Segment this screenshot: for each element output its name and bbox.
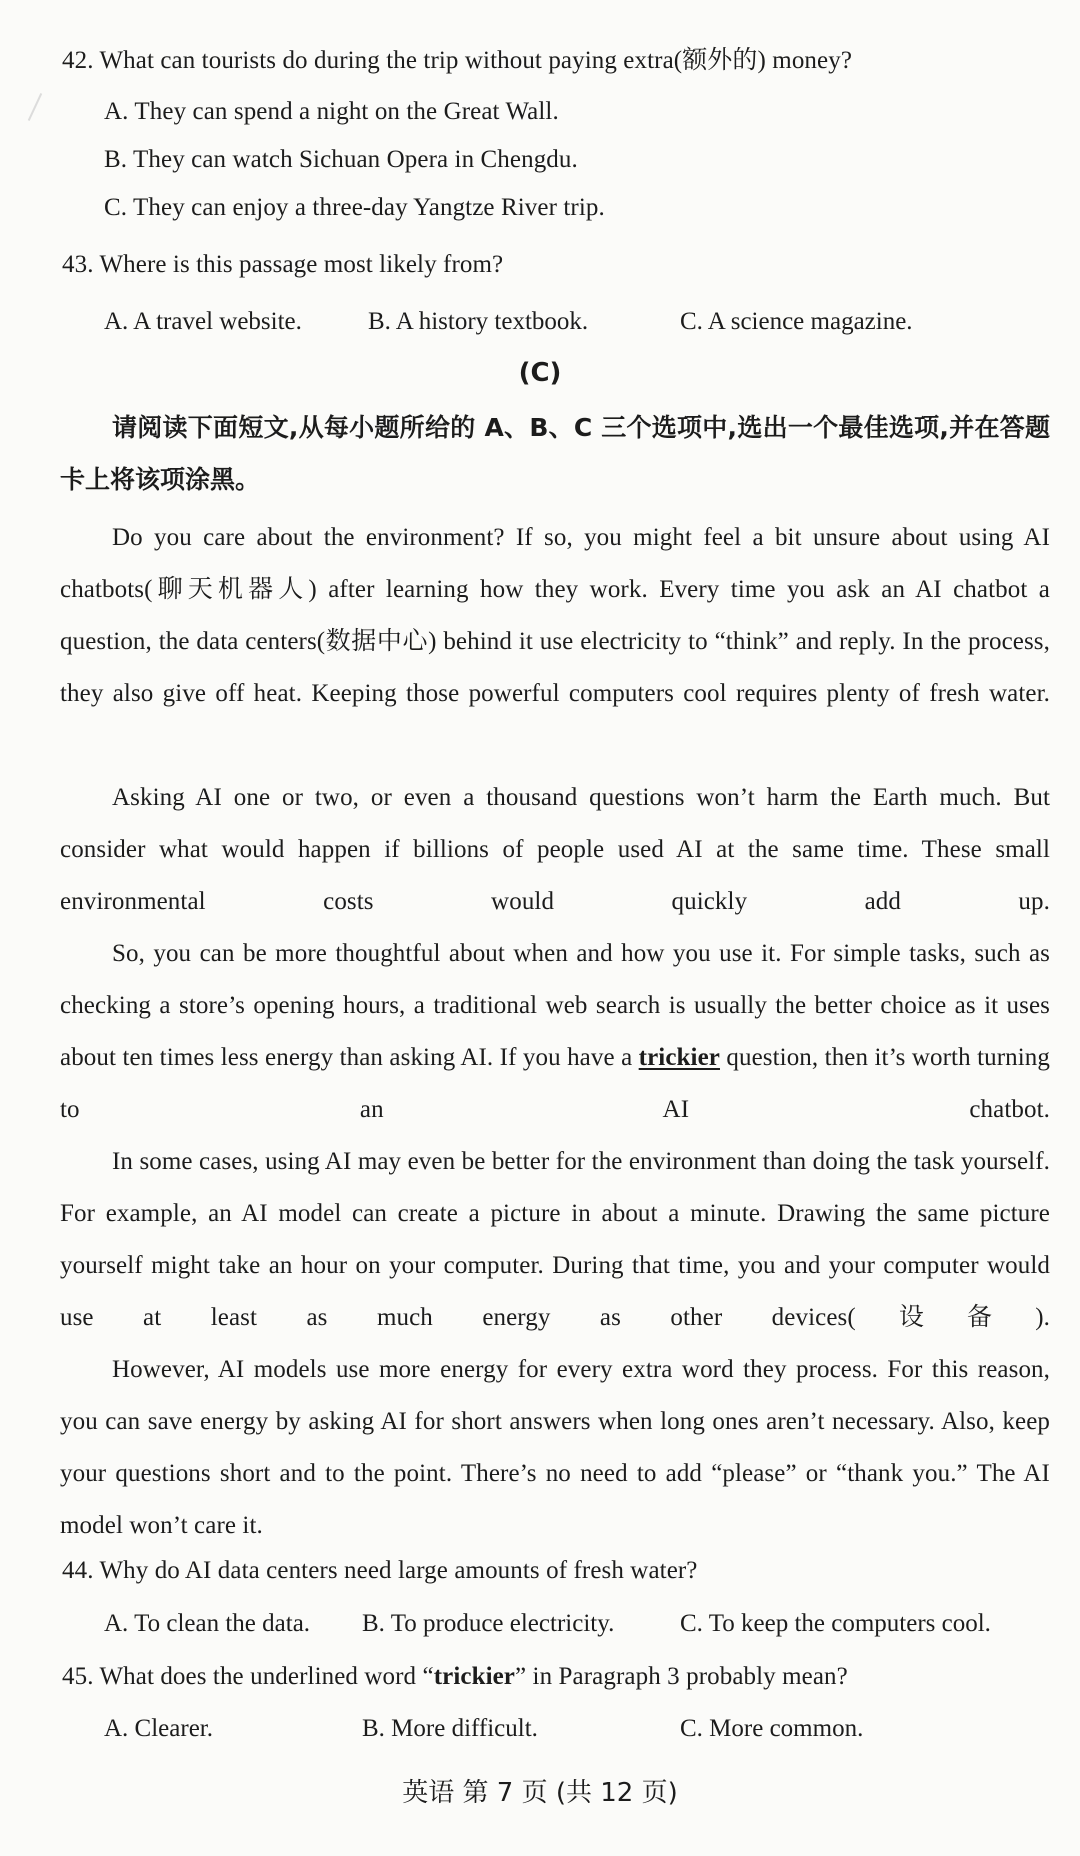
question-42-option-c: C. They can enjoy a three-day Yangtze River trip. [104,194,605,221]
question-42-stem: 42. What can tourists do during the trip without paying extra(额外的) money? [62,47,853,74]
question-45-option-c: C. More common. [680,1715,864,1742]
underlined-word: trickier [638,1044,720,1071]
section-title: (C) [518,358,562,388]
page-footer: 英语 第 7 页 (共 12 页) [402,1778,678,1808]
question-42-option-a: A. They can spend a night on the Great Wall. [104,98,559,125]
question-44-option-b: B. To produce electricity. [362,1610,615,1637]
question-45-option-a: A. Clearer. [104,1715,213,1742]
section-instruction: 请阅读下面短文,从每小题所给的 A、B、C 三个选项中,选出一个最佳选项,并在答题卡上将该项涂黑。 [60,413,1050,494]
paragraph-3-text-end: question, then it’s worth turning to an AI chatbot. [60,1044,1050,1123]
passage-paragraph-1: Do you care about the environment? If so, you might feel a bit unsure about using AI chatbots(聊天机器人) after learning how they work. Every time you ask an AI chatbot a question, the data centers(数据中心) behind it use electricity to “think” and reply. In the process, they also give off heat. Keeping those powerful computers cool requires plenty of fresh water. [60,524,1050,707]
question-43-option-c: C. A science magazine. [680,308,913,335]
question-43-stem: 43. Where is this passage most likely from? [62,251,504,278]
passage-paragraph-5: However, AI models use more energy for every extra word they process. For this reason, you can save energy by asking AI for short answers when long ones aren’t necessary. Also, keep your questions short and to the point. There’s no need to add “please” or “thank you.” The AI model won’t care it. [60,1356,1050,1539]
question-44-option-a: A. To clean the data. [104,1610,311,1637]
passage-paragraph-2: Asking AI one or two, or even a thousand questions won’t harm the Earth much. But consider what would happen if billions of people used AI at the same time. These small environmental costs would quickly add up. [60,784,1050,915]
question-43-option-b: B. A history textbook. [368,308,589,335]
question-45-keyword: trickier [433,1663,516,1690]
question-44-stem: 44. Why do AI data centers need large amounts of fresh water? [62,1557,698,1584]
passage-paragraph-3 [60,928,1050,1136]
question-45-stem [62,1660,848,1694]
question-45-stem-end: ” in Paragraph 3 probably mean? [515,1663,848,1690]
passage-paragraph-4: In some cases, using AI may even be better for the environment than doing the task yourself. For example, an AI model can create a picture in about a minute. Drawing the same picture yourself might take an hour on your computer. During that time, you and your computer would use at least as much energy as other devices(设备). [60,1148,1050,1331]
question-45-option-b: B. More difficult. [362,1715,538,1742]
question-44-option-c: C. To keep the computers cool. [680,1610,991,1637]
scan-mark [28,93,42,121]
question-42-option-b: B. They can watch Sichuan Opera in Chengdu. [104,146,578,173]
question-43-option-a: A. A travel website. [104,308,302,335]
question-45-stem-start: 45. What does the underlined word “ [62,1663,434,1690]
paragraph-3-text-start: So, you can be more thoughtful about when and how you use it. For simple tasks, such as checking a store’s opening hours, a traditional web search is usually the better choice as it uses about ten times less energy than asking AI. If you have a [60,940,1050,1071]
